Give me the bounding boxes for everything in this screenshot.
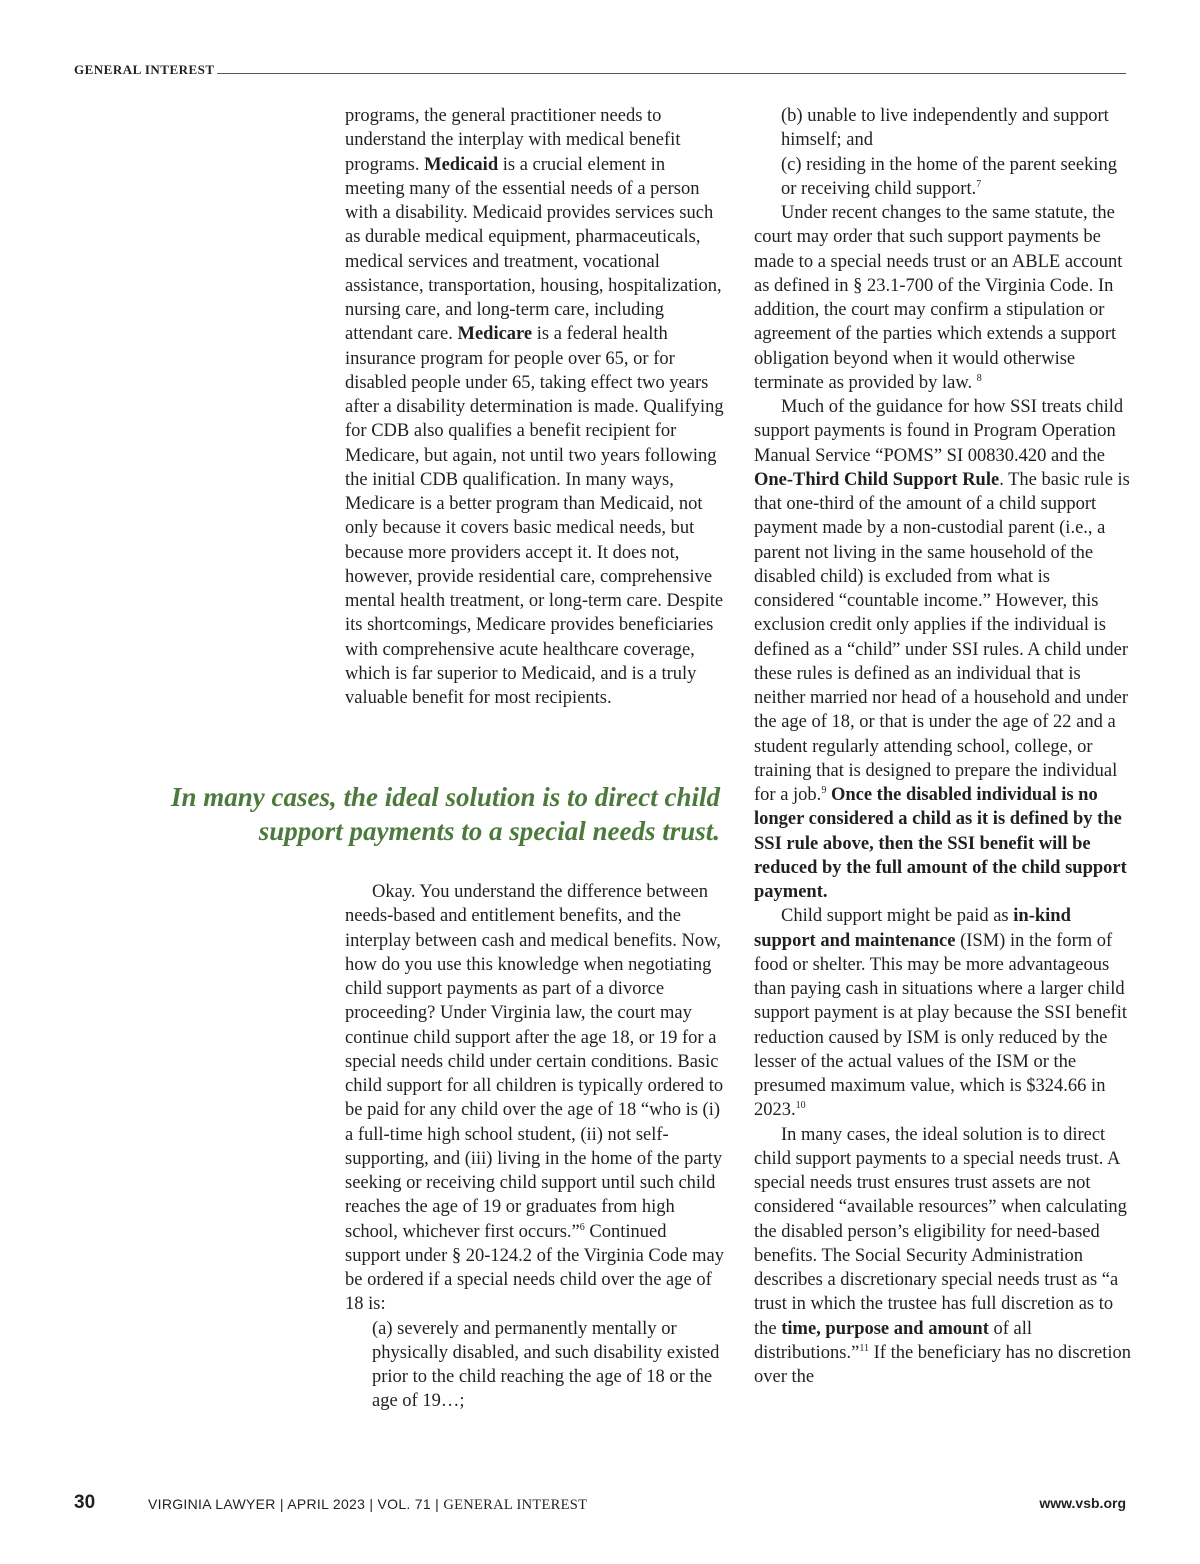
column-left-bottom — [345, 880, 725, 1414]
list-item: (a) severely and permanently mentally or physically disabled, and such disability existed prior to the child reaching the age of 18 or the age of 19…; — [372, 1318, 720, 1412]
section-label: GENERAL INTEREST — [74, 62, 215, 77]
paragraph: In many cases, the ideal solution is to direct child support payments to a special needs trust. A special needs trust ensures trust assets are not considered “available resources” when calculating the disabled person’s eligibility for need-based benefits. The Social Security Administration describes a discretionary special needs trust as “a trust in which the trustee has full discretion as to the time, purpose and amount of all distributions.”$^{11}$ If the beneficiary has no discretion over the — [754, 1124, 1131, 1387]
paragraph: Okay. You understand the difference between needs-based and entitlement benefits, and the interplay between cash and medical benefits. Now, how do you use this knowledge when negotiating child support payments as part of a divorce proceeding? Under Virginia law, the court may continue child support after the age 18, or 19 for a special needs child under certain conditions. Basic child support for all children is typically ordered to be paid for any child over the age of 18 “who is (i) a full-time high school student, (ii) not self-supporting, and (iii) living in the home of the party seeking or receiving child support until such child reaches the age of 19 or graduates from high school, whichever first occurs.”$^6$ Continued support under § 20-124.2 of the Virginia Code may be ordered if a special needs child over the age of 18 is: — [345, 882, 724, 1315]
list-item: (c) residing in the home of the parent seeking or receiving child support.$^7$ — [781, 154, 1117, 199]
page-footer — [74, 1492, 1126, 1518]
paragraph: Under recent changes to the same statute, the court may order that such support payments be made to a special needs trust or an ABLE account as defined in § 23.1-700 of the Virginia Code. In addition, the court may confirm a stipulation or agreement of the parties which extends a support obligation beyond when it would otherwise terminate as provided by law. $^8$ — [754, 203, 1123, 393]
header-rule — [217, 73, 1126, 74]
running-header — [74, 58, 1126, 76]
publication-name: VIRGINIA LAWYER | APRIL 2023 | VOL. 71 | — [148, 1496, 440, 1512]
website-url: www.vsb.org — [1039, 1495, 1126, 1511]
column-left-top — [345, 104, 725, 710]
paragraph: programs, the general practitioner needs to understand the interplay with medical benefit programs. Medicaid is a crucial element in meeting many of the essential needs of a person with a disability. Medicaid provides services such as durable medical equipment, pharmaceuticals, medical services and treatment, vocational assistance, transportation, housing, hospitalization, nursing care, and long-term care, including attendant care. Medicare is a federal health insurance program for people over 65, or for disabled people under 65, taking effect two years after a disability determination is made. Qualifying for CDB also qualifies a benefit recipient for Medicare, but again, not until two years following the initial CDB qualification. In many ways, Medicare is a better program than Medicaid, not only because it covers basic medical needs, but because more providers accept it. It does not, however, provide residential care, comprehensive mental health treatment, or long-term care. Despite its shortcomings, Medicare provides beneficiaries with comprehensive acute healthcare coverage, which is far superior to Medicaid, and is a truly valuable benefit for most recipients. — [345, 106, 724, 708]
publication-info — [148, 1496, 587, 1514]
list-item: (b) unable to live independently and support himself; and — [781, 106, 1109, 151]
paragraph: Much of the guidance for how SSI treats child support payments is found in Program Operation Manual Service “POMS” SI 00830.420 and the One-Third Child Support Rule. The basic rule is that one-third of the amount of a child support payment made by a non-custodial parent (i.e., a parent not living in the same household of the disabled child) is excluded from what is considered “countable income.” However, this exclusion credit only applies if the individual is defined as a “child” under SSI rules. A child under these rules is defined as an individual that is neither married nor head of a household and under the age of 18, or that is under the age of 22 and a student regularly attending school, college, or training that is designed to prepare the individual for a job.$^9$ Once the disabled individual is no longer considered a child as it is defined by the SSI rule above, then the SSI benefit will be reduced by the full amount of the child support payment. — [754, 397, 1130, 902]
column-right — [754, 104, 1132, 1389]
pull-quote: In many cases, the ideal solution is to direct child support payments to a special needs trust. — [170, 782, 720, 846]
page-number: 30 — [74, 1492, 96, 1513]
footer-section: GENERAL INTEREST — [443, 1497, 588, 1513]
paragraph: Child support might be paid as in-kind support and maintenance (ISM) in the form of food or shelter. This may be more advantageous than paying cash in situations where a larger child support payment is at play because the SSI benefit reduction caused by ISM is only reduced by the lesser of the actual values of the ISM or the presumed maximum value, which is $324.66 in 2023.10 — [754, 906, 1127, 1121]
